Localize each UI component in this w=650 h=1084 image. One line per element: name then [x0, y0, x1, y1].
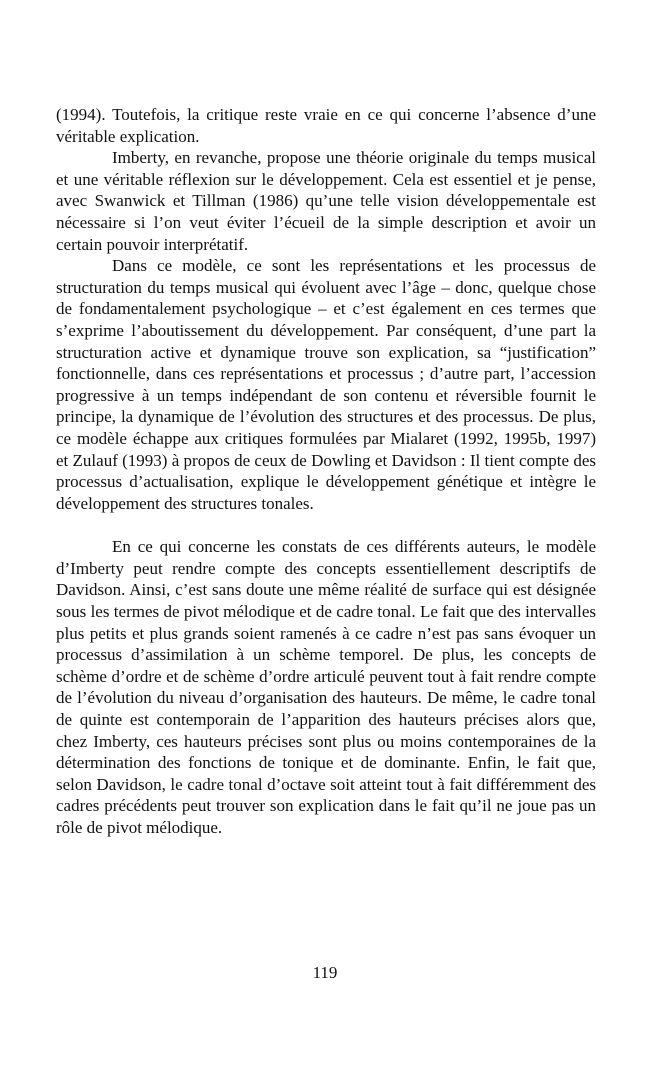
paragraph-continuation: (1994). Toutefois, la critique reste vraie en ce qui concerne l’absence d’une véritable explication. — [56, 105, 596, 146]
paragraph-imberty-theory: Imberty, en revanche, propose une théorie originale du temps musical et une véritable réflexion sur le développement. Cela est essentiel et je pense, avec Swanwick et Tillman (1986) qu’une telle vision développementale est nécessaire si l’on veut éviter l’écueil de la simple description et avoir un certain pouvoir interprétatif. — [56, 148, 596, 254]
paragraph-model-description: Dans ce modèle, ce sont les représentations et les processus de structuration du temps musical qui évoluent avec l’âge – donc, quelque chose de fondamentalement psychologique – et c’est également en ces termes que s’exprime l’aboutissement du développement. Par conséquent, d’une part la structuration active et dynamique trouve son explication, sa “justification” fonctionnelle, dans ces représentations et processus ; d’autre part, l’accession progressive à un temps indépendant de son contenu et réversible fournit le principe, la dynamique de l’évolution des structures et des processus. De plus, ce modèle échappe aux critiques formulées par Mialaret (1992, 1995b, 1997) et Zulauf (1993) à propos de ceux de Dowling et Davidson : Il tient compte des processus d’actualisation, explique le développement génétique et intègre le développement des structures tonales. — [56, 256, 596, 513]
paragraph-authors-findings: En ce qui concerne les constats de ces différents auteurs, le modèle d’Imberty peut rendre compte des concepts essentiellement descriptifs de Davidson. Ainsi, c’est sans doute une même réalité de surface qui est désignée sous les termes de pivot mélodique et de cadre tonal. Le fait que des intervalles plus petits et plus grands soient ramenés à ce cadre n’est pas sans évoquer un processus d’assimilation à un schème temporel. De plus, les concepts de schème d’ordre et de schème d’ordre articulé peuvent tout à fait rendre compte de l’évolution du niveau d’organisation des hauteurs. De même, le cadre tonal de quinte est contemporain de l’apparition des hauteurs précises alors que, chez Imberty, ces hauteurs précises sont plus ou moins contemporaines de la détermination des fonctions de tonique et de dominante. Enfin, le fait que, selon Davidson, le cadre tonal d’octave soit atteint tout à fait différemment des cadres précédents peut trouver son explication dans le fait qu’il ne joue pas un rôle de pivot mélodique. — [56, 537, 596, 837]
paragraph-spacer — [56, 514, 596, 536]
page-body — [56, 104, 596, 839]
page-number: 119 — [312, 963, 338, 982]
